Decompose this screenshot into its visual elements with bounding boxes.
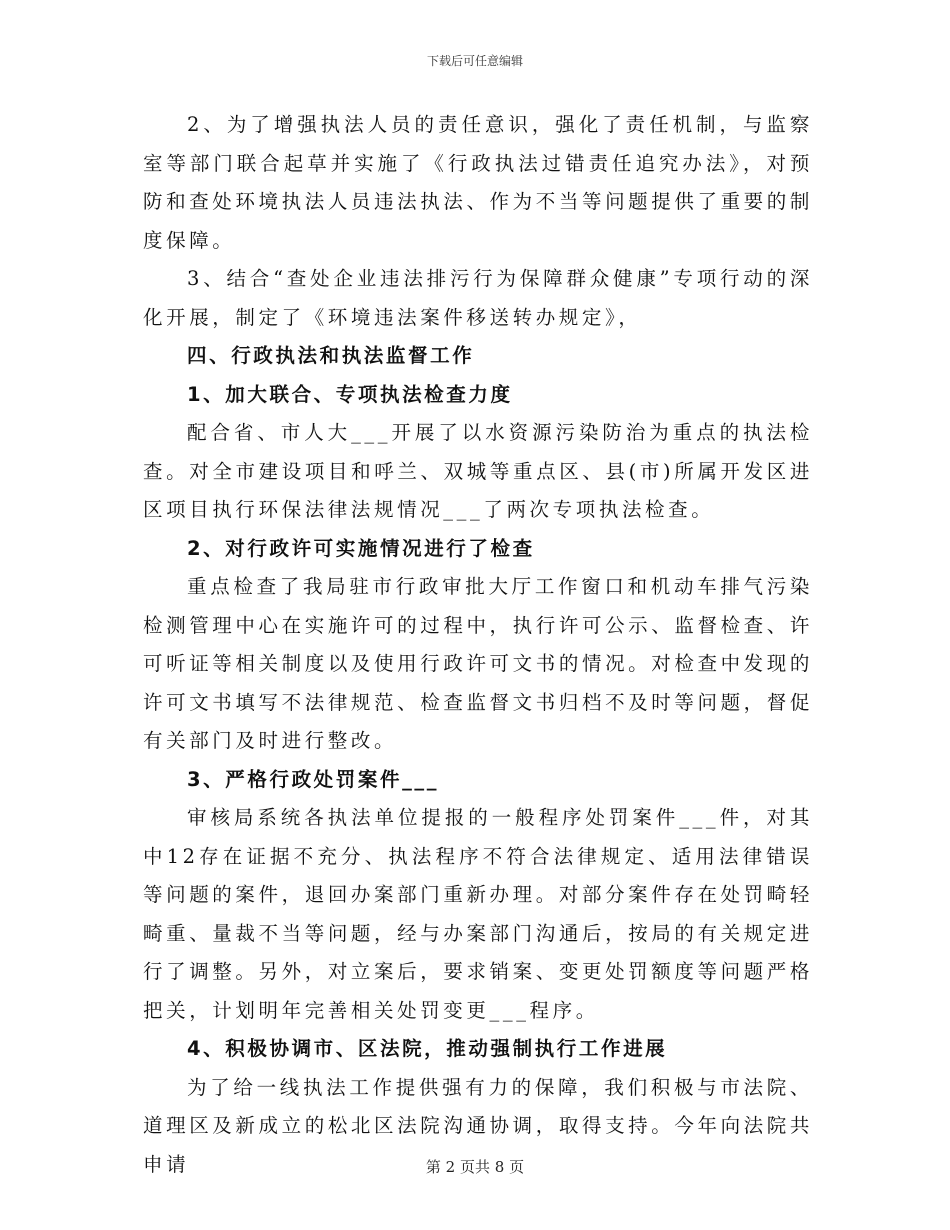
- subheading-3-penalty-cases: 3、严格行政处罚案件___: [187, 767, 440, 791]
- paragraph-license-check: 重点检查了我局驻市行政审批大厅工作窗口和机动车排气污染检测管理中心在实施许可的过程中，执行许可公示、监督检查、许可听证等相关制度以及使用行政许可文书的情况。对检查中发现的许可文书填写不法律规范、检查监督文书归档不及时等问题，督促有关部门及时进行整改。: [143, 575, 813, 752]
- paragraph-penalty-cases: 审核局系统各执法单位提报的一般程序处罚案件___件，对其中12存在证据不充分、执法程序不符合法律规定、适用法律错误等问题的案件，退回办案部门重新办理。对部分案件存在处罚畸轻畸重、量裁不当等问题，经与办案部门沟通后，按局的有关规定进行了调整。另外，对立案后，要求销案、变更处罚额度等问题严格把关，计划明年完善相关处罚变更___程序。: [143, 806, 813, 1022]
- paragraph-joint-inspection: 配合省、市人大___开展了以水资源污染防治为重点的执法检查。对全市建设项目和呼兰、双城等重点区、县(市)所属开发区进区项目执行环保法律法规情况___了两次专项执法检查。: [143, 421, 813, 521]
- page-footer: 第 2 页共 8 页: [425, 1158, 525, 1176]
- document-body: [143, 106, 813, 1184]
- paragraph-court-coordination: 为了给一线执法工作提供强有力的保障，我们积极与市法院、道理区及新成立的松北区法院沟通协调，取得支持。今年向法院共申请: [143, 1075, 813, 1176]
- subheading-1-joint-inspection: 1、加大联合、专项执法检查力度: [187, 382, 513, 406]
- paragraph-3-special-action: 3、结合“查处企业违法排污行为保障群众健康”专项行动的深化开展，制定了《环境违法案件移送转办规定》，: [143, 267, 813, 329]
- paragraph-2-responsibility: 2、为了增强执法人员的责任意识，强化了责任机制，与监察室等部门联合起草并实施了《行政执法过错责任追究办法》，对预防和查处环境执法人员违法执法、作为不当等问题提供了重要的制度保障。: [143, 113, 813, 252]
- subheading-4-court-coordination: 4、积极协调市、区法院，推动强制执行工作进展: [187, 1037, 668, 1060]
- page-header: 下载后可任意编辑: [426, 54, 523, 68]
- section-heading-4: 四、行政执法和执法监督工作: [187, 344, 475, 367]
- subheading-2-license-check: 2、对行政许可实施情况进行了检查: [187, 536, 535, 560]
